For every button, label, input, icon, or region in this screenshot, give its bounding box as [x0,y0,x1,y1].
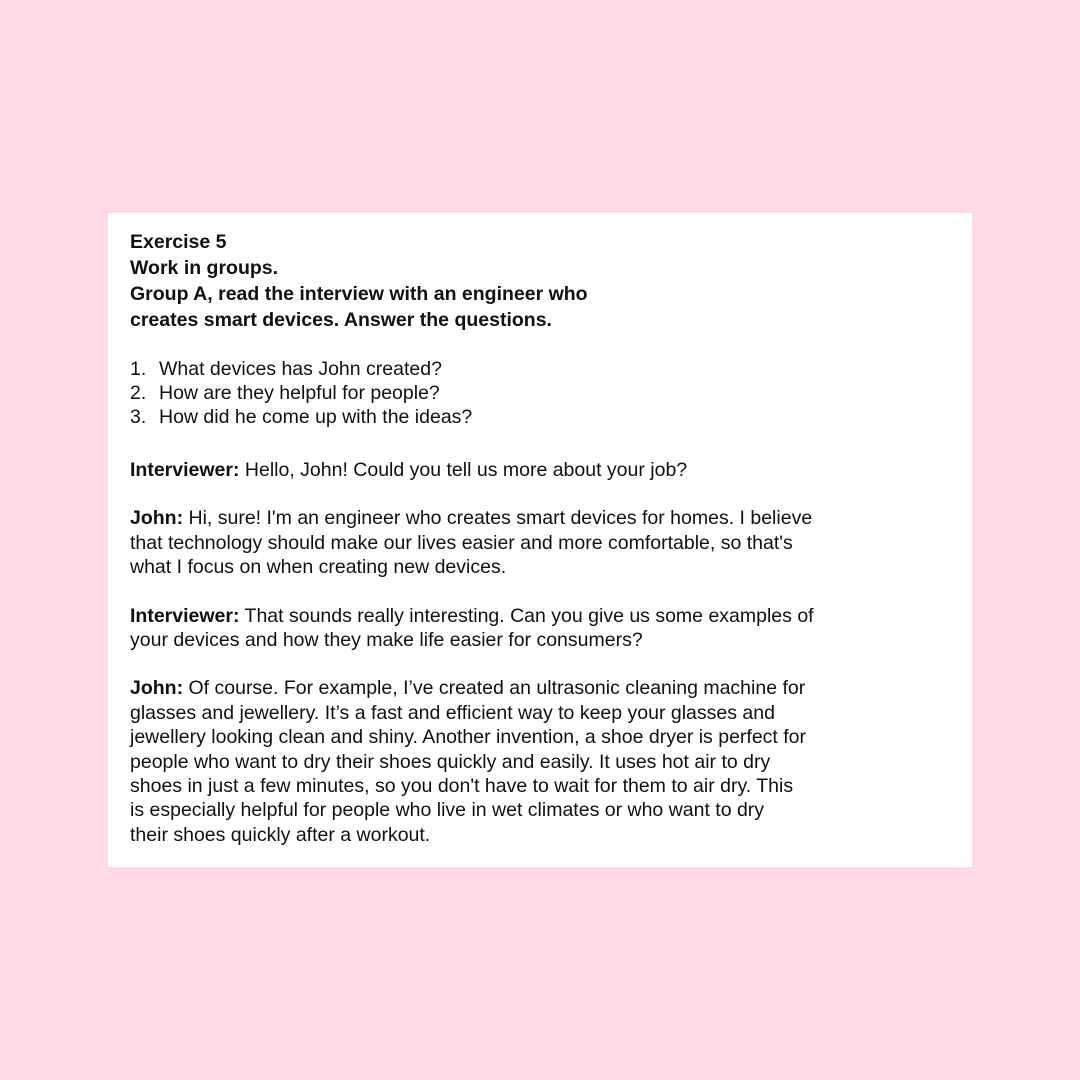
question-item [130,381,932,405]
dialogue-turn [130,458,932,482]
question-text: What devices has John created? [159,358,442,380]
question-number: 3. [130,406,147,428]
dialogue-line: glasses and jewellery. It’s a fast and efficient way to keep your glasses and [130,701,775,724]
question-number: 1. [130,358,147,380]
dialogue-line: shoes in just a few minutes, so you don't have to wait for them to air dry. This [130,775,794,798]
question-text: How did he come up with the ideas? [159,406,473,428]
dialogue-line: your devices and how they make life easier for consumers? [130,629,643,652]
dialogue-line: jewellery looking clean and shiny. Another invention, a shoe dryer is perfect for [130,726,807,749]
dialogue-line: Hi, sure! I'm an engineer who creates smart devices for homes. I believe [183,507,813,530]
speaker-label: Interviewer: [130,604,240,627]
question-list [130,357,932,429]
worksheet-card [108,213,972,867]
speaker-label: John: [130,677,184,700]
question-item [130,405,932,429]
question-text: How are they helpful for people? [159,382,440,404]
dialogue-line: is especially helpful for people who live in wet climates or who want to dry [130,799,765,822]
speaker-label: Interviewer: [130,459,240,481]
interview-dialogue [130,458,932,847]
dialogue-line: that technology should make our lives easier and more comfortable, so that's [130,531,793,554]
question-number: 2. [130,382,147,404]
exercise-task-line-1: Group A, read the interview with an engineer who [130,283,588,305]
dialogue-turn [130,676,932,847]
dialogue-turn [130,604,932,653]
dialogue-line: what I focus on when creating new devices. [130,556,507,579]
dialogue-line: Of course. For example, I’ve created an ultrasonic cleaning machine for [183,677,806,700]
exercise-instruction: Work in groups. [130,257,279,279]
exercise-task-line-2: creates smart devices. Answer the questions. [130,309,552,331]
dialogue-line: their shoes quickly after a workout. [130,823,431,846]
exercise-heading [130,229,932,333]
question-item [130,357,932,381]
dialogue-line: people who want to dry their shoes quickly and easily. It uses hot air to dry [130,750,771,773]
speaker-label: John: [130,507,184,530]
exercise-title: Exercise 5 [130,231,227,253]
dialogue-line: That sounds really interesting. Can you give us some examples of [239,604,814,627]
dialogue-line: Hello, John! Could you tell us more about your job? [239,459,688,481]
dialogue-turn [130,506,932,579]
